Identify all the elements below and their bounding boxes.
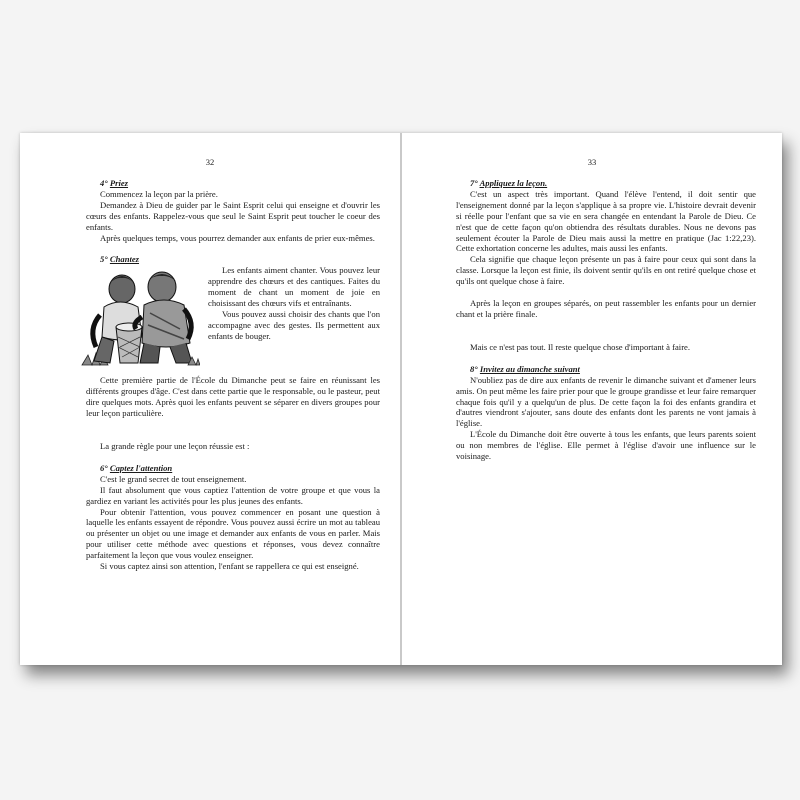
rule-sentence: La grande règle pour une leçon réussie est : — [100, 440, 250, 451]
paragraph: C'est un aspect très important. Quand l'élève l'entend, il doit sentir que l'enseignement donné par la leçon s'applique à sa propre vie. L'histoire devrait devenir si réelle pour l'enfant que sa vie en sera changée en entendant la Parole de Dieu. Ce n'est que de cette façon qu'on obtiendra des résultats durables. Nous ne devons pas seulement écouter la Parole de Dieu mais aussi la mettre en pratique (Jac 1:22,23). Cette exhortation concerne les adultes, mais aussi les enfants. — [456, 188, 756, 254]
right-page — [402, 133, 782, 665]
paragraph: Après quelques temps, vous pourrez demander aux enfants de prier eux-mêmes. — [100, 232, 375, 243]
book-spread — [20, 133, 782, 665]
paragraph: Il faut absolument que vous captiez l'attention de votre groupe et que vous la gardiez en variant les activités pour les plus jeunes des enfants. — [86, 484, 380, 506]
paragraph: C'est le grand secret de tout enseignement. — [100, 473, 247, 484]
paragraph: Vous pouvez aussi choisir des chants que l'on accompagne avec des gestes. Ils permettent aux enfants de bouger. — [208, 308, 380, 341]
section-heading-7: 7° Appliquez la leçon. — [470, 178, 548, 188]
section-heading-4: 4° Priez — [100, 178, 129, 188]
transition-sentence: Mais ce n'est pas tout. Il reste quelque chose d'important à faire. — [470, 341, 691, 352]
left-page — [20, 133, 400, 665]
page-number: 32 — [205, 157, 215, 167]
children-drumming-illustration — [80, 267, 200, 367]
paragraph: Cette première partie de l'École du Dimanche peut se faire en réunissant les différents groupes d'âge. C'est dans cette partie que le responsable, ou le pasteur, peut dire quelques mots. Après quoi les enfants peuvent se séparer en divers groupes pour leur leçon particulière. — [86, 375, 380, 419]
page-content — [456, 178, 756, 462]
paragraph: L'École du Dimanche doit être ouverte à tous les enfants, que leurs parents soient ou non membres de l'église. Elle permet à l'église d'avoir une influence sur le voisinage. — [456, 429, 756, 462]
paragraph: Après la leçon en groupes séparés, on peut rassembler les enfants pour un dernier chant et la prière finale. — [456, 298, 756, 319]
paragraph: Cela signifie que chaque leçon présente un pas à faire pour ceux qui sont dans la classe. Lorsque la leçon est finie, ils doivent sentir qu'ils en ont retiré quelque chose et qu'ils ont quelque chose à faire. — [456, 254, 756, 287]
section-heading-6: 6° Captez l'attention — [100, 462, 173, 473]
page-number: 33 — [587, 157, 597, 167]
paragraph: Demandez à Dieu de guider par le Saint Esprit celui qui enseigne et d'ouvrir les cœurs des enfants. Rappelez-vous que seul le Saint Esprit peut toucher le coeur des enfants. — [86, 199, 380, 232]
paragraph: N'oubliez pas de dire aux enfants de revenir le dimanche suivant et d'amener leurs amis. On peut même les faire prier pour que le groupe grandisse et leur faire remarquer chaque fois qu'il y a quelqu'un de plus. De cette façon la foi des enfants grandira et d'autres viendront s'ajouter, sans doute des enfants dont les parents ne vont jamais à l'église. — [456, 374, 756, 429]
paragraph: Si vous captez ainsi son attention, l'enfant se rappellera ce qui est enseigné. — [100, 561, 359, 572]
section-heading-8: 8° Invitez au dimanche suivant — [470, 363, 580, 374]
section-heading-5: 5° Chantez — [100, 254, 140, 265]
page-content — [86, 178, 380, 572]
paragraph: Commencez la leçon par la prière. — [100, 188, 218, 199]
paragraph: Les enfants aiment chanter. Vous pouvez leur apprendre des chœurs et des cantiques. Faites du moment de chant un moment de joie en choisissant des chœurs vifs et entraînants. — [208, 265, 380, 309]
paragraph: Pour obtenir l'attention, vous pouvez commencer en posant une question à laquelle les enfants essayent de répondre. Vous pouvez aussi écrire un mot au tableau ou présenter un objet ou une image et demander aux enfants de vous en parler. Mais pour utiliser cette méthode avec questions et réponses, vous devez connaître parfaitement la leçon que vous voulez enseigner. — [86, 506, 380, 561]
